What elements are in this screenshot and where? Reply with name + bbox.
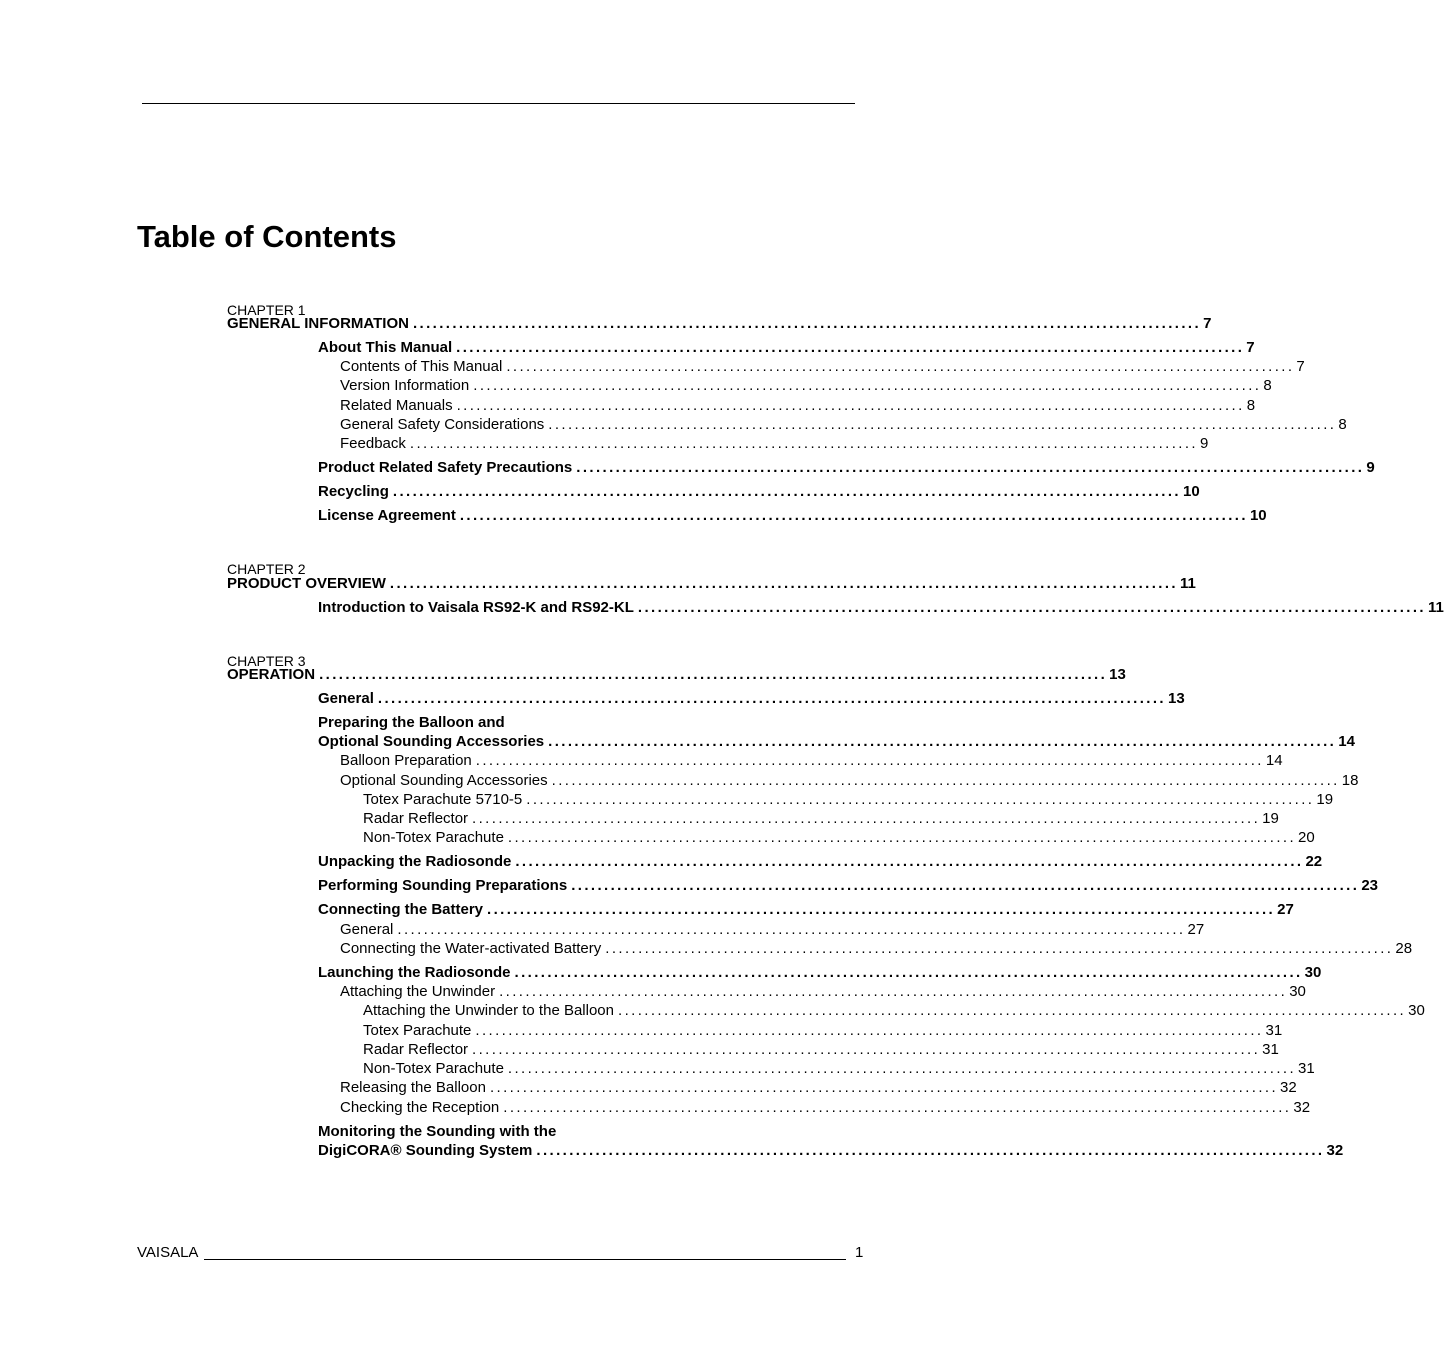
chapter-label: CHAPTER 3 xyxy=(227,653,306,669)
toc-section[interactable] xyxy=(318,732,1355,751)
toc-subsubsection[interactable] xyxy=(363,790,1334,809)
chapter-label: CHAPTER 1 xyxy=(227,302,306,318)
toc-entry-title: Product Related Safety Precautions xyxy=(318,459,573,476)
toc-page-number: 7 xyxy=(1296,358,1305,375)
toc-entry-title: About This Manual xyxy=(318,339,453,356)
toc-entry-title: Attaching the Unwinder xyxy=(340,983,496,1000)
dot-leader: ........................................................................................................................ xyxy=(473,377,1262,394)
toc-page-number: 19 xyxy=(1262,810,1279,827)
dot-leader: ........................................................................................................................ xyxy=(392,483,1181,500)
toc-entry-title: Connecting the Water-activated Battery xyxy=(340,940,602,957)
toc-page-number: 30 xyxy=(1304,964,1322,981)
toc-page-number: 9 xyxy=(1199,435,1209,452)
toc-subsection[interactable] xyxy=(340,357,1305,376)
dot-leader: ........................................................................................................................ xyxy=(536,1142,1325,1159)
dot-leader: ........................................................................................................................ xyxy=(389,575,1179,592)
toc-entry-title: General Safety Considerations xyxy=(340,416,545,433)
toc-entry-title: Optional Sounding Accessories xyxy=(340,772,548,789)
toc-subsection[interactable] xyxy=(340,920,1205,939)
toc-section[interactable] xyxy=(318,458,1375,477)
toc-entry-title: Version Information xyxy=(340,377,470,394)
footer-rule xyxy=(204,1259,846,1260)
dot-leader: ........................................................................................................................ xyxy=(472,810,1261,827)
dot-leader: ........................................................................................................................ xyxy=(515,853,1304,870)
dot-leader: ........................................................................................................................ xyxy=(618,1002,1407,1019)
dot-leader: ........................................................................................................................ xyxy=(507,829,1297,846)
dot-leader: ........................................................................................................................ xyxy=(319,666,1108,683)
toc-subsection[interactable] xyxy=(340,415,1347,434)
toc-page-number: 9 xyxy=(1366,459,1375,476)
footer-page-number: 1 xyxy=(855,1244,864,1261)
toc-page-number: 27 xyxy=(1187,921,1205,938)
dot-leader: ........................................................................................................................ xyxy=(571,877,1360,894)
dot-leader: ........................................................................................................................ xyxy=(637,599,1426,616)
dot-leader: ........................................................................................................................ xyxy=(526,791,1315,808)
toc-entry-title: Preparing the Balloon and xyxy=(318,714,505,731)
dot-leader: ........................................................................................................................ xyxy=(409,435,1198,452)
toc-section[interactable] xyxy=(318,689,1185,708)
toc-page-number: 31 xyxy=(1262,1041,1279,1058)
toc-subsection[interactable] xyxy=(340,396,1256,415)
toc-entry-title: License Agreement xyxy=(318,507,456,524)
toc-entry-title: Radar Reflector xyxy=(363,1041,469,1058)
toc-section[interactable] xyxy=(318,1122,773,1141)
toc-section[interactable] xyxy=(318,1141,1344,1160)
toc-subsection[interactable] xyxy=(340,434,1209,453)
toc-page-number: 20 xyxy=(1298,829,1315,846)
toc-subsubsection[interactable] xyxy=(363,1059,1315,1078)
toc-subsection[interactable] xyxy=(340,1078,1297,1097)
toc-entry-title: Balloon Preparation xyxy=(340,752,472,769)
toc-page-number: 10 xyxy=(1182,483,1200,500)
toc-page-number: 14 xyxy=(1265,752,1283,769)
dot-leader: ........................................................................................................................ xyxy=(412,315,1202,332)
toc-page-number: 31 xyxy=(1265,1022,1283,1039)
toc-entry-title: Contents of This Manual xyxy=(340,358,503,375)
toc-section[interactable] xyxy=(318,482,1200,501)
dot-leader: ........................................................................................................................ xyxy=(456,339,1245,356)
toc-section[interactable] xyxy=(318,598,1444,617)
dot-leader: ........................................................................................................................ xyxy=(489,1079,1279,1096)
dot-leader: ........................................................................................................................ xyxy=(576,459,1365,476)
toc-subsection[interactable] xyxy=(340,751,1283,770)
dot-leader: ........................................................................................................................ xyxy=(548,416,1337,433)
toc-page-number: 13 xyxy=(1167,690,1185,707)
toc-subsubsection[interactable] xyxy=(363,809,1279,828)
toc-entry-title: Non-Totex Parachute xyxy=(363,1060,504,1077)
page-title: Table of Contents xyxy=(137,219,397,254)
toc-section[interactable] xyxy=(318,876,1378,895)
toc-page-number: 32 xyxy=(1293,1099,1311,1116)
toc-page-number: 7 xyxy=(1203,315,1212,332)
toc-entry-title: Checking the Reception xyxy=(340,1099,500,1116)
toc-page-number: 10 xyxy=(1249,507,1267,524)
toc-subsubsection[interactable] xyxy=(363,1040,1279,1059)
toc-entry-title: General xyxy=(318,690,374,707)
toc-entry-title: Totex Parachute xyxy=(363,1022,472,1039)
toc-entry-title: Unpacking the Radiosonde xyxy=(318,853,512,870)
dot-leader: ........................................................................................................................ xyxy=(456,397,1245,414)
toc-entry-title: Introduction to Vaisala RS92-K and RS92-KL xyxy=(318,599,634,616)
toc-page-number: 22 xyxy=(1305,853,1323,870)
toc-chapter-title[interactable] xyxy=(227,665,1126,684)
dot-leader: ........................................................................................................................ xyxy=(503,1099,1292,1116)
toc-subsection[interactable] xyxy=(340,376,1272,395)
dot-leader: ........................................................................................................................ xyxy=(459,507,1248,524)
toc-entry-title: Monitoring the Sounding with the xyxy=(318,1123,557,1140)
dot-leader: ........................................................................................................................ xyxy=(377,690,1166,707)
toc-page-number: 27 xyxy=(1277,901,1294,918)
toc-chapter-title[interactable] xyxy=(227,574,1196,593)
toc-page-number: 30 xyxy=(1408,1002,1425,1019)
dot-leader: ........................................................................................................................ xyxy=(548,733,1337,750)
dot-leader: ........................................................................................................................ xyxy=(475,752,1264,769)
toc-entry-title: Optional Sounding Accessories xyxy=(318,733,545,750)
toc-entry-title: Launching the Radiosonde xyxy=(318,964,511,981)
toc-page-number: 14 xyxy=(1338,733,1355,750)
toc-page-number: 13 xyxy=(1109,666,1126,683)
toc-section[interactable] xyxy=(318,338,1255,357)
toc-page-number: 23 xyxy=(1361,877,1378,894)
toc-entry-title: Feedback xyxy=(340,435,406,452)
toc-subsection[interactable] xyxy=(340,939,1413,958)
toc-entry-title: Attaching the Unwinder to the Balloon xyxy=(363,1002,614,1019)
toc-page-number: 30 xyxy=(1289,983,1306,1000)
footer-brand: VAISALA xyxy=(137,1244,199,1261)
toc-entry-title: General xyxy=(340,921,394,938)
toc-section[interactable] xyxy=(318,506,1267,525)
toc-page-number: 7 xyxy=(1246,339,1255,356)
dot-leader: ........................................................................................................................ xyxy=(472,1041,1261,1058)
toc-page-number: 32 xyxy=(1280,1079,1297,1096)
toc-entry-title: GENERAL INFORMATION xyxy=(227,315,409,332)
toc-subsection[interactable] xyxy=(340,982,1306,1001)
toc-subsubsection[interactable] xyxy=(363,1021,1283,1040)
toc-subsection[interactable] xyxy=(340,771,1359,790)
toc-entry-title: DigiCORA® Sounding System xyxy=(318,1142,533,1159)
dot-leader: ........................................................................................................................ xyxy=(475,1022,1264,1039)
toc-entry-title: Releasing the Balloon xyxy=(340,1079,486,1096)
dot-leader: ........................................................................................................................ xyxy=(605,940,1394,957)
chapter-label: CHAPTER 2 xyxy=(227,561,306,577)
toc-entry-title: Related Manuals xyxy=(340,397,453,414)
toc-subsubsection[interactable] xyxy=(363,1001,1425,1020)
dot-leader: ........................................................................................................................ xyxy=(499,983,1288,1000)
toc-entry-title: Non-Totex Parachute xyxy=(363,829,504,846)
toc-section[interactable] xyxy=(318,852,1323,871)
dot-leader: ........................................................................................................................ xyxy=(397,921,1186,938)
toc-page-number: 11 xyxy=(1180,575,1196,592)
toc-chapter-title[interactable] xyxy=(227,314,1212,333)
toc-section[interactable] xyxy=(318,713,773,732)
toc-entry-title: Totex Parachute 5710-5 xyxy=(363,791,523,808)
toc-page-number: 28 xyxy=(1395,940,1413,957)
toc-page-number: 8 xyxy=(1338,416,1347,433)
toc-entry-title: Radar Reflector xyxy=(363,810,469,827)
toc-section[interactable] xyxy=(318,963,1322,982)
toc-page-number: 32 xyxy=(1326,1142,1344,1159)
toc-entry-title: OPERATION xyxy=(227,666,316,683)
toc-entry-title: Connecting the Battery xyxy=(318,901,484,918)
toc-page-number: 8 xyxy=(1263,377,1272,394)
toc-page-number: 19 xyxy=(1316,791,1334,808)
toc-page-number: 11 xyxy=(1428,599,1444,616)
toc-entry-title: PRODUCT OVERVIEW xyxy=(227,575,386,592)
toc-page-number: 18 xyxy=(1341,772,1359,789)
toc-entry-title: Recycling xyxy=(318,483,389,500)
dot-leader: ........................................................................................................................ xyxy=(506,358,1295,375)
toc-subsubsection[interactable] xyxy=(363,828,1315,847)
dot-leader: ........................................................................................................................ xyxy=(507,1060,1297,1077)
toc-page-number: 31 xyxy=(1298,1060,1315,1077)
dot-leader: ........................................................................................................................ xyxy=(551,772,1340,789)
toc-entry-title: Performing Sounding Preparations xyxy=(318,877,568,894)
toc-section[interactable] xyxy=(318,900,1294,919)
toc-subsection[interactable] xyxy=(340,1098,1311,1117)
toc-page-number: 8 xyxy=(1246,397,1256,414)
dot-leader: ........................................................................................................................ xyxy=(514,964,1303,981)
dot-leader: ........................................................................................................................ xyxy=(487,901,1276,918)
